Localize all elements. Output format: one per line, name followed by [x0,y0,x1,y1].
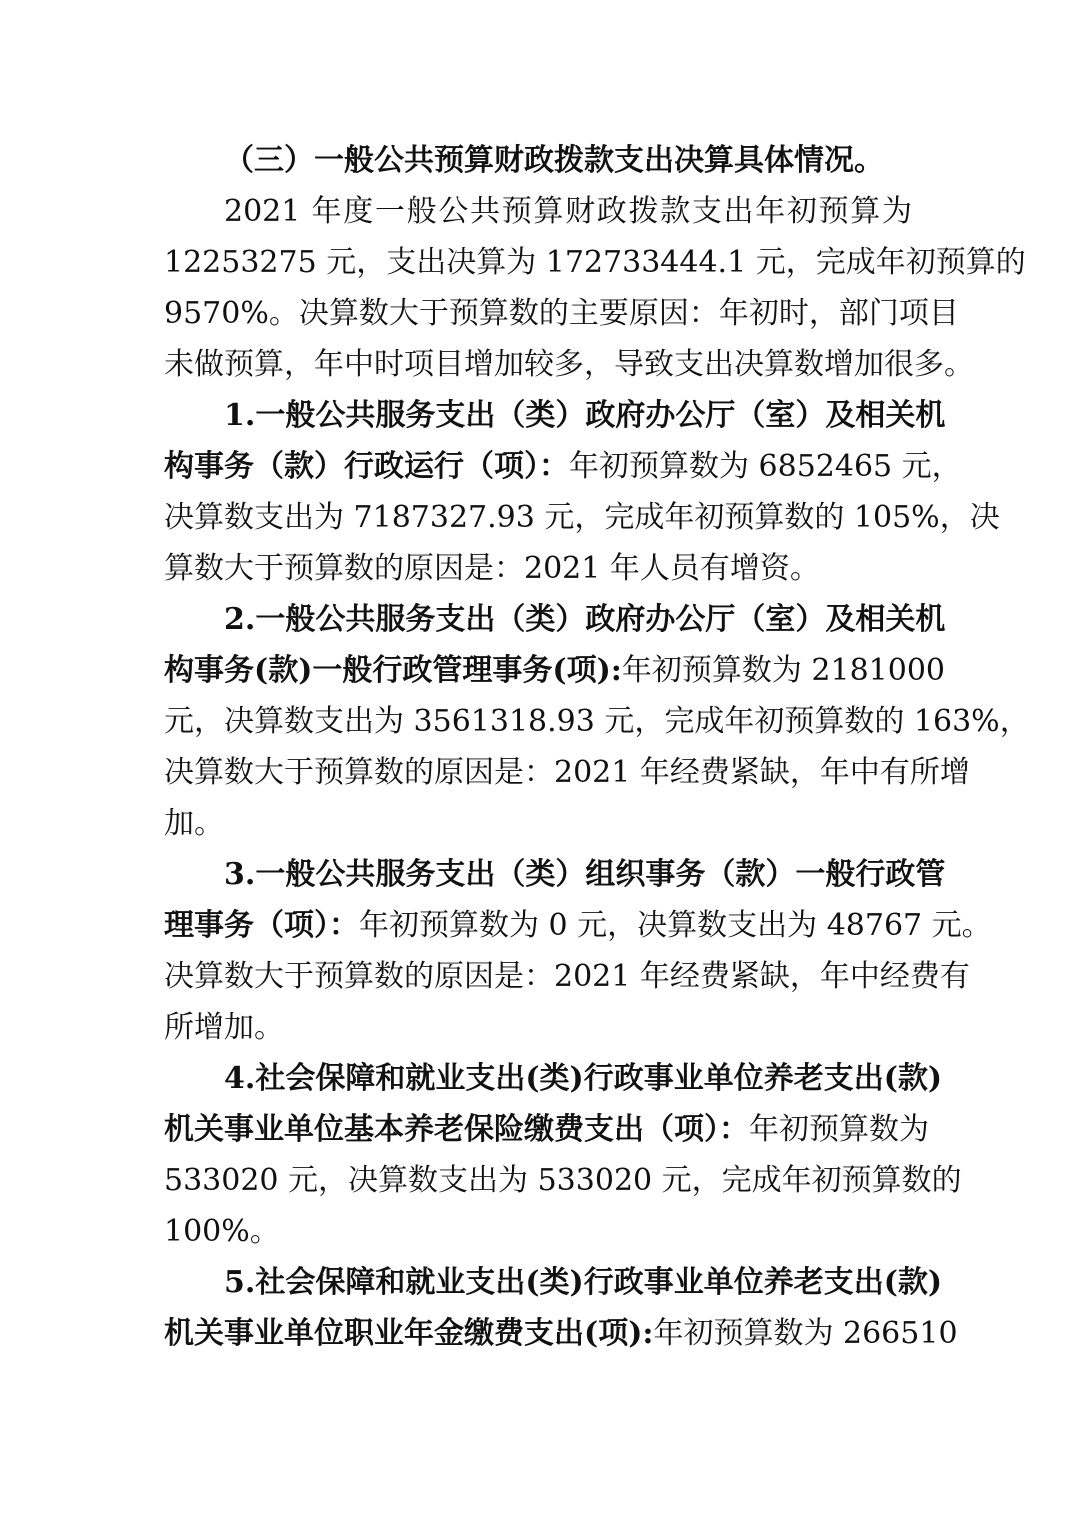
intro-line-1: 2021 年度一般公共预算财政拨款支出年初预算为 [224,194,912,229]
section-heading: （三）一般公共预算财政拨款支出决算具体情况。 [224,143,884,178]
intro-line-2: 12253275 元，支出决算为 172733444.1 元，完成年初预算的 [164,245,1026,280]
document-body [164,136,1030,1359]
item-2-title-line-1: 2.一般公共服务支出（类）政府办公厅（室）及相关机 [224,602,946,637]
item-5-paragraph [164,1257,958,1359]
item-3-line-4: 所增加。 [164,1010,284,1045]
item-1-title-line-1: 1.一般公共服务支出（类）政府办公厅（室）及相关机 [224,398,946,433]
item-3-line-2 [164,900,992,951]
item-4-line-3: 533020 元，决算数支出为 533020 元，完成年初预算数的 [164,1163,962,1198]
item-3-title-line-2: 理事务（项）： [164,908,359,943]
item-1-paragraph [164,390,1000,594]
item-5-title-line-2: 机关事业单位职业年金缴费支出(项): [164,1316,654,1351]
item-2-line-5: 加。 [164,806,224,841]
item-1-text-line-2: 年初预算数为 6852465 元， [569,449,962,484]
item-2-line-4: 决算数大于预算数的原因是：2021 年经费紧缺，年中有所增 [164,755,970,790]
item-2-title-line-2: 构事务(款)一般行政管理事务(项): [164,653,622,688]
item-5-title-line-1: 5.社会保障和就业支出(类)行政事业单位养老支出(款) [224,1265,943,1300]
item-5-line-2 [164,1308,958,1359]
item-2-paragraph [164,594,1030,849]
item-4-title-line-1: 4.社会保障和就业支出(类)行政事业单位养老支出(款) [224,1061,943,1096]
item-2-text-line-2: 年初预算数为 2181000 [621,653,946,688]
intro-paragraph [164,186,1026,390]
item-4-paragraph [164,1053,962,1257]
item-4-title-line-2: 机关事业单位基本养老保险缴费支出（项）： [164,1112,749,1147]
item-3-text-line-2: 年初预算数为 0 元，决算数支出为 48767 元。 [359,908,992,943]
item-3-title-line-1: 3.一般公共服务支出（类）组织事务（款）一般行政管 [224,857,946,892]
item-2-line-3: 元，决算数支出为 3561318.93 元，完成年初预算数的 163%， [164,704,1030,739]
item-1-line-4: 算数大于预算数的原因是：2021 年人员有增资。 [164,551,820,586]
item-1-line-3: 决算数支出为 7187327.93 元，完成年初预算数的 105%，决 [164,500,1000,535]
item-4-line-4: 100%。 [164,1214,280,1249]
item-4-text-line-2: 年初预算数为 [749,1112,929,1147]
item-4-line-2 [164,1104,929,1155]
intro-line-3: 9570%。决算数大于预算数的主要原因：年初时，部门项目 [164,296,959,331]
item-3-paragraph [164,849,992,1053]
item-3-line-3: 决算数大于预算数的原因是：2021 年经费紧缺，年中经费有 [164,959,970,994]
item-5-text-line-2: 年初预算数为 266510 [653,1316,958,1351]
item-1-title-line-2: 构事务（款）行政运行（项）： [164,449,569,484]
item-2-line-2 [164,645,946,696]
intro-line-4: 未做预算，年中时项目增加较多，导致支出决算数增加很多。 [164,347,974,382]
item-1-line-2 [164,441,962,492]
